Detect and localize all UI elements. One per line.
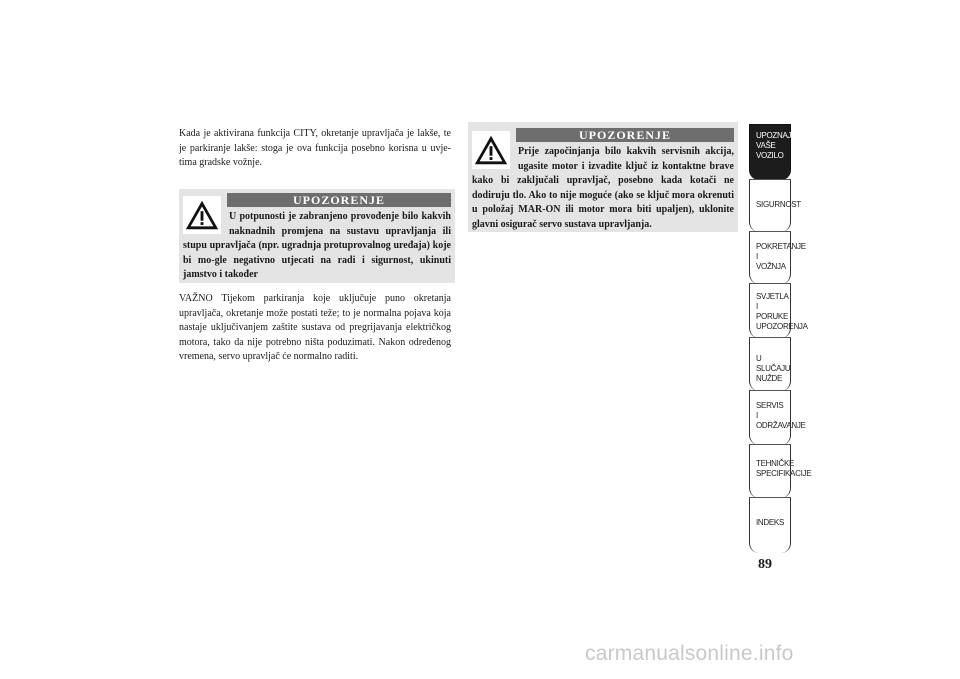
warning-heading: UPOZORENJE: [227, 193, 451, 207]
warning-heading: UPOZORENJE: [516, 128, 734, 142]
important-note-paragraph: VAŽNO Tijekom parkiranja koje uključuje puno okretanja upravljača, okretanje može postati teže; to je normalna pojava koja nastaje uključivanjem zaštite sustava od pregrijavanja električkog motora, tako da nije potrebno ništa poduzimati. Nakon određenog vremena, servo upravljač će normalno raditi.: [179, 293, 451, 362]
warning-box-steering-modifications: [179, 189, 455, 283]
warning-text: U potpunosti je zabranjeno provođenje bilo kakvih naknadnih promjena na sustavu upravljanja ili stupu upravljača (npr. ugradnja protuprovalnog uređaja) koje bi mo-gle negativno utjecati na radi i sigurnost, ukinuti jamstvo i također: [183, 211, 451, 281]
tab-u-slucaju-nuzde[interactable]: U SLUČAJU NUŽDE: [749, 337, 791, 391]
warning-triangle-icon: [183, 196, 221, 234]
page-number: 89: [758, 557, 772, 572]
tab-pokretanje-i-voznja[interactable]: POKRETANJE I VOŽNJA: [749, 231, 791, 284]
tab-upoznajte-vase-vozilo[interactable]: UPOZNAJTE VAŠE VOZILO: [749, 124, 791, 180]
tab-servis-i-odrzavanje[interactable]: SERVIS I ODRŽAVANJE: [749, 390, 791, 445]
tab-tehnicke-specifikacije[interactable]: TEHNIČKE SPECIFIKACIJE: [749, 444, 791, 498]
tab-svjetla-i-poruke-upozorenja[interactable]: SVJETLA I PORUKE UPOZORENJA: [749, 283, 791, 338]
tab-sigurnost[interactable]: SIGURNOST: [749, 179, 791, 232]
tab-indeks[interactable]: INDEKS: [749, 497, 791, 553]
warning-triangle-icon: [472, 131, 510, 169]
footer-watermark[interactable]: carmanualsonline.info: [585, 642, 794, 665]
warning-text: Prije započinjanja bilo kakvih servisnih akcija, ugasite motor i izvadite ključ iz kontaktne brave kako bi zaključali upravljač, posebno kada kotači ne dodiruju tlo. Ako to nije moguće (ako se ključ mora okrenuti u položaj MAR-ON ili motor mora biti upaljen), uklonite glavni osigurač servo sustava upravljanja.: [472, 146, 734, 230]
warning-box-servicing: [468, 122, 738, 232]
intro-paragraph: Kada je aktivirana funkcija CITY, okretanje upravljača je lakše, te je parkiranje lakše: stoga je ova funkcija posebno korisna u uvje-tima gradske vožnje.: [179, 128, 451, 168]
